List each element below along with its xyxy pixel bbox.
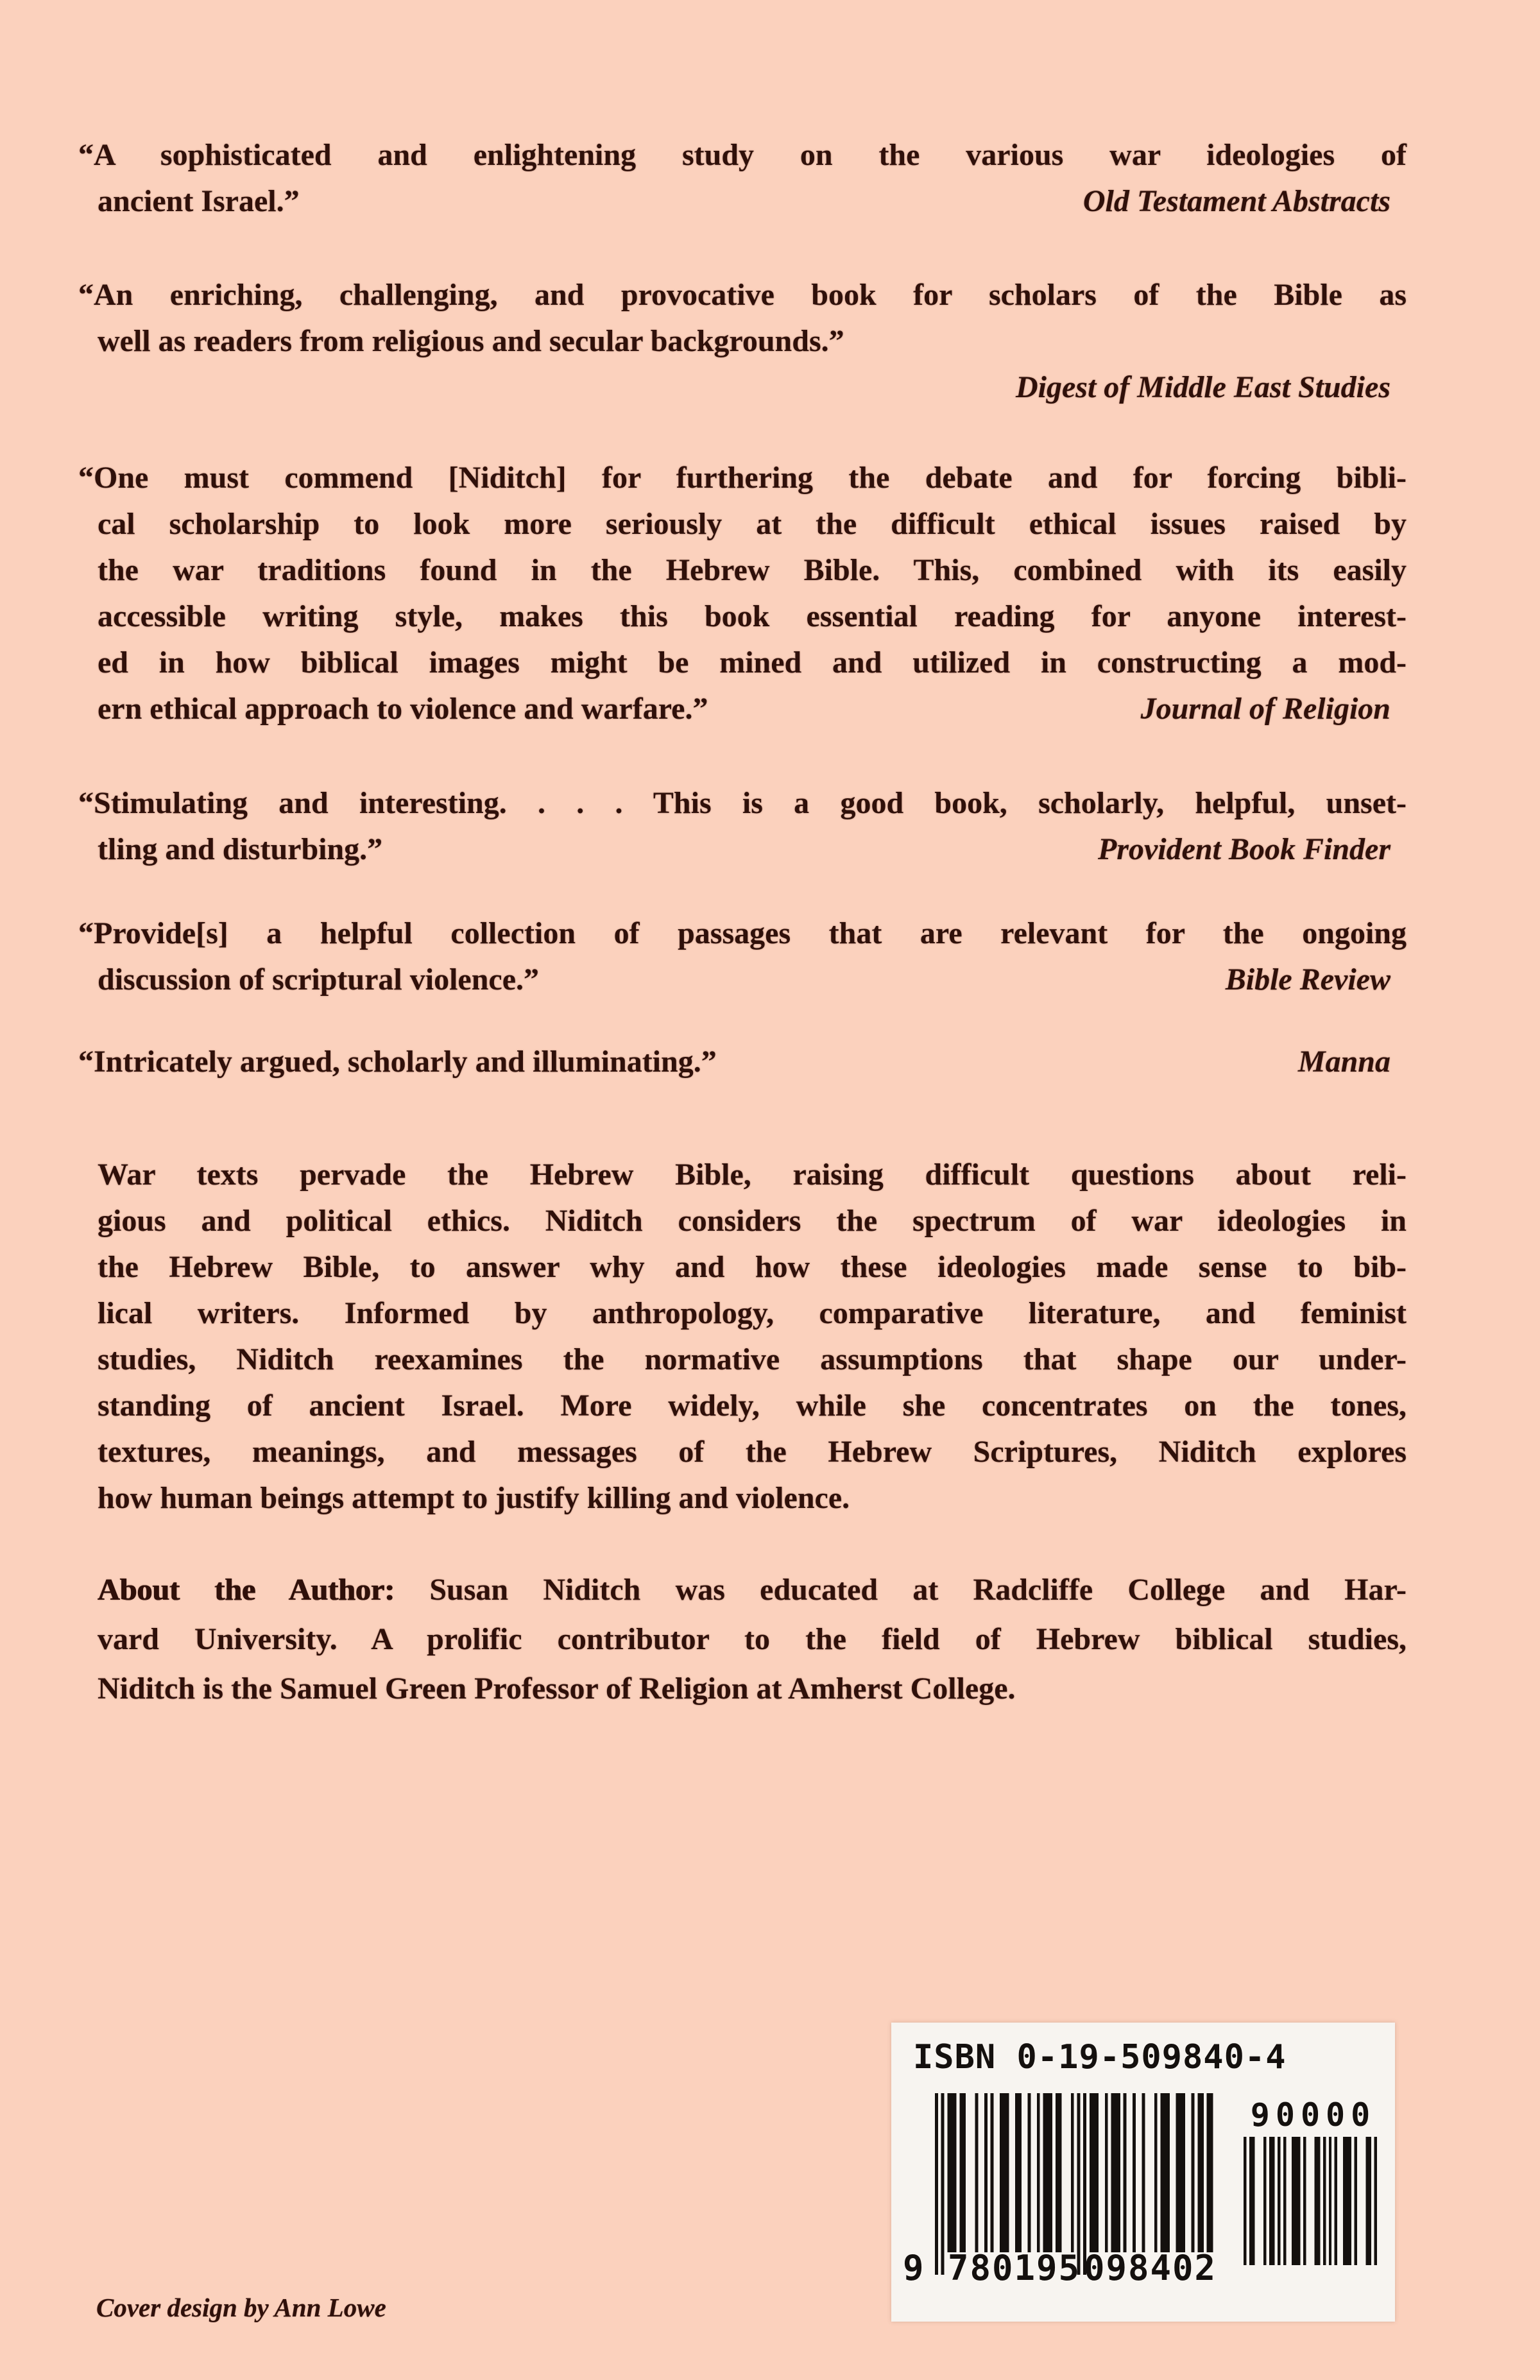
barcode-addon-value: 90000 xyxy=(1250,2096,1376,2134)
quote-block xyxy=(78,455,1407,732)
quote-block xyxy=(78,132,1407,225)
cover-design-credit: Cover design by Ann Lowe xyxy=(96,2293,386,2322)
ean13-digits xyxy=(891,2248,1219,2288)
about-line: Niditch is the Samuel Green Professor of Religion at Amherst College. xyxy=(98,1672,1016,1706)
ean5-addon-barcode xyxy=(1244,2137,1377,2265)
quote-line: the war traditions found in the Hebrew Bible. This, combined with its easily xyxy=(98,553,1407,587)
quote-attribution: Journal of Religion xyxy=(1140,692,1390,726)
description-line: the Hebrew Bible, to answer why and how these ideologies made sense to bib- xyxy=(98,1250,1407,1284)
quote-line: cal scholarship to look more seriously at the difficult ethical issues raised by xyxy=(98,507,1407,541)
description-line: textures, meanings, and messages of the Hebrew Scriptures, Niditch explores xyxy=(98,1435,1407,1469)
quote-attribution: Bible Review xyxy=(1225,963,1390,997)
quote-final-line: tling and disturbing.” xyxy=(98,832,383,866)
quote-final-row xyxy=(98,957,1407,1003)
about-line xyxy=(98,1565,1407,1614)
quote-line: accessible writing style, makes this book essential reading for anyone interest- xyxy=(98,599,1407,633)
description-line: lical writers. Informed by anthropology, comparative literature, and feminist xyxy=(98,1296,1407,1330)
quote-attribution-row xyxy=(98,364,1407,411)
quote-final-line: ancient Israel.” xyxy=(98,184,300,218)
quote-final-row xyxy=(98,826,1407,873)
quote-block xyxy=(78,1039,1407,1085)
quote-line: ed in how biblical images might be mined and utilized in constructing a mod- xyxy=(98,646,1407,680)
quote-final-row xyxy=(98,178,1407,225)
quote-attribution: Manna xyxy=(1297,1045,1390,1079)
quote-line: “Provide[s] a helpful collection of passages that are relevant for the ongoing xyxy=(78,916,1407,950)
ean-digit-group1: 780195 xyxy=(948,2248,1081,2288)
description-line: how human beings attempt to justify killing and violence. xyxy=(98,1481,850,1515)
ean-digit-leading: 9 xyxy=(903,2248,924,2288)
quote-line: “A sophisticated and enlightening study on the various war ideologies of xyxy=(78,138,1407,172)
quote-final-row xyxy=(78,1039,1407,1085)
isbn-barcode-panel xyxy=(891,2023,1395,2322)
about-label: About the Author: xyxy=(98,1573,395,1607)
description-line: War texts pervade the Hebrew Bible, raising difficult questions about reli- xyxy=(98,1158,1407,1192)
about-line: vard University. A prolific contributor to the field of Hebrew biblical studies, xyxy=(98,1622,1407,1656)
ean-digit-group2: 098402 xyxy=(1084,2248,1217,2288)
quote-block xyxy=(78,272,1407,411)
quote-final-line: discussion of scriptural violence.” xyxy=(98,963,540,997)
quote-final-row xyxy=(98,686,1407,732)
quote-final-line: ern ethical approach to violence and warfare.” xyxy=(98,692,708,726)
isbn-number-label: ISBN 0-19-509840-4 xyxy=(913,2038,1287,2076)
about-the-author-section xyxy=(98,1565,1407,1713)
quote-line: “An enriching, challenging, and provocative book for scholars of the Bible as xyxy=(78,278,1407,312)
description-line: studies, Niditch reexamines the normative assumptions that shape our under- xyxy=(98,1342,1407,1376)
quote-attribution: Digest of Middle East Studies xyxy=(1015,370,1390,404)
description-line: gious and political ethics. Niditch considers the spectrum of war ideologies in xyxy=(98,1204,1407,1238)
quote-line: “One must commend [Niditch] for furthering the debate and for forcing bibli- xyxy=(78,461,1407,495)
about-line1-text: Susan Niditch was educated at Radcliffe College and Har- xyxy=(395,1573,1407,1607)
quote-attribution: Old Testament Abstracts xyxy=(1082,184,1390,218)
quote-block xyxy=(78,780,1407,873)
quote-final-line: “Intricately argued, scholarly and illuminating.” xyxy=(78,1045,717,1079)
book-description xyxy=(98,1152,1407,1521)
description-line: standing of ancient Israel. More widely, while she concentrates on the tones, xyxy=(98,1389,1407,1423)
quote-final-line: well as readers from religious and secular backgrounds.” xyxy=(98,324,844,358)
quote-attribution: Provident Book Finder xyxy=(1097,832,1390,866)
quote-line: “Stimulating and interesting. . . . This is a good book, scholarly, helpful, unset- xyxy=(78,786,1407,820)
quote-block xyxy=(78,911,1407,1003)
